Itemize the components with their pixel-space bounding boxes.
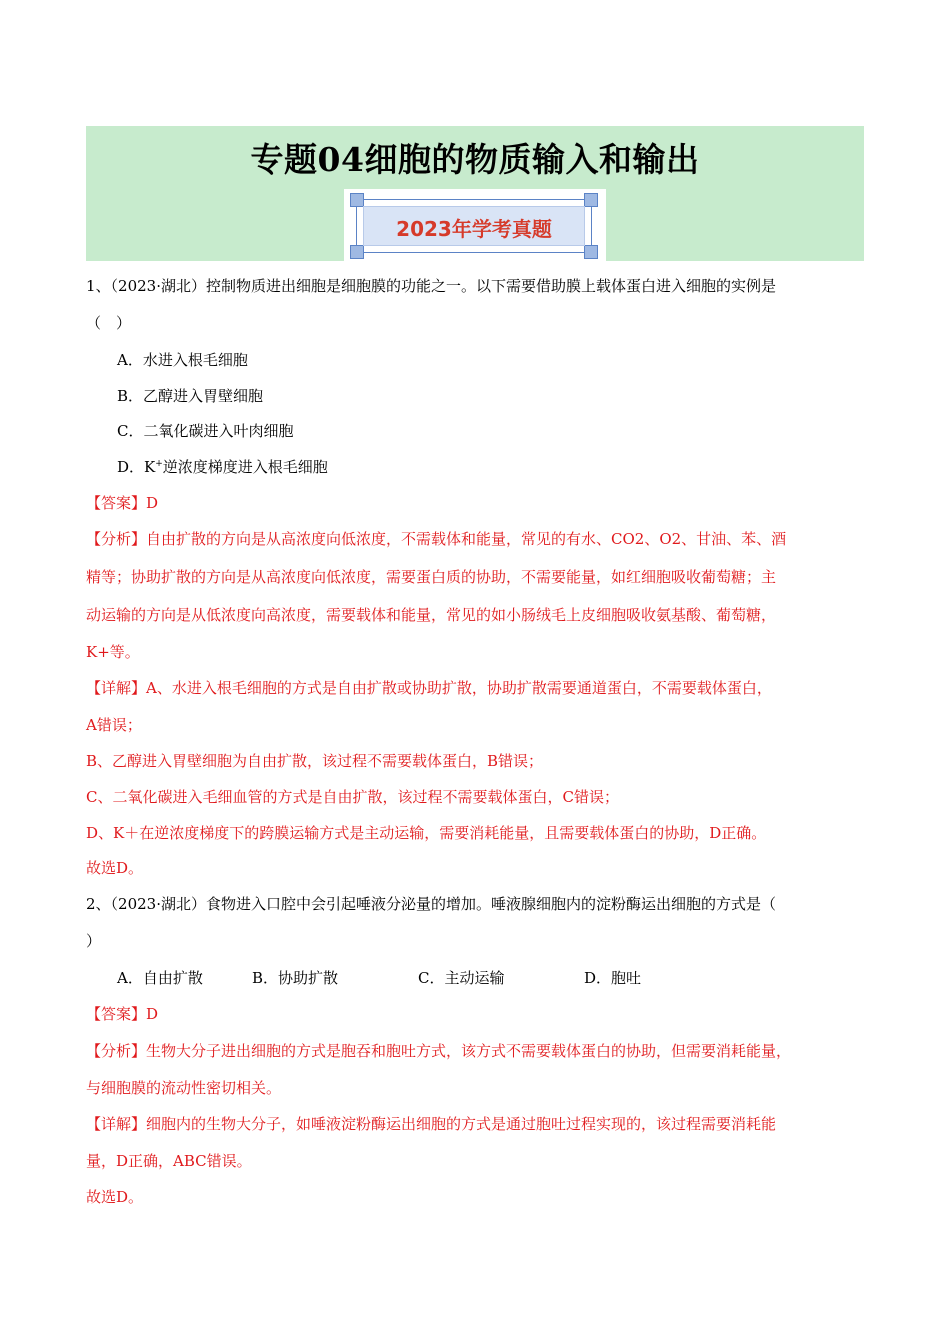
q2-option-b: B．协助扩散 [252,969,339,987]
section-badge [344,189,606,261]
q2-option-d: D．胞吐 [584,969,642,987]
q2-detail-line1: 【详解】细胞内的生物大分子，如唾液淀粉酶运出细胞的方式是通过胞吐过程实现的，该过程需要消耗能 [86,1115,777,1133]
badge-label: 2023年学考真题 [396,217,552,241]
q1-detail-line3: B、乙醇进入胃壁细胞为自由扩散，该过程不需要载体蛋白，B错误； [86,752,544,770]
q2-analysis-line1: 【分析】生物大分子进出细胞的方式是胞吞和胞吐方式，该方式不需要载体蛋白的协助，但需要消耗能量， [86,1042,792,1060]
corner-ornament-icon [584,245,598,259]
corner-ornament-icon [350,193,364,207]
q2-option-c: C．主动运输 [418,969,505,987]
q1-analysis-line2: 精等；协助扩散的方向是从高浓度向低浓度，需要蛋白质的协助，不需要能量，如红细胞吸收葡萄糖；主 [86,568,777,586]
corner-ornament-icon [350,245,364,259]
badge-inner [363,206,585,246]
q1-stem-line1: 1、（2023·湖北）控制物质进出细胞是细胞膜的功能之一。以下需要借助膜上载体蛋白进入细胞的实例是 [86,277,776,295]
q1-detail-line1: 【详解】A、水进入根毛细胞的方式是自由扩散或协助扩散，协助扩散需要通道蛋白，不需要载体蛋白， [86,679,772,697]
q1-answer: 【答案】D [86,494,159,512]
q1-analysis-line1: 【分析】自由扩散的方向是从高浓度向低浓度，不需载体和能量，常见的有水、CO2、O2、甘油、苯、酒 [86,530,787,548]
q1-analysis-line3: 动运输的方向是从低浓度向高浓度，需要载体和能量，常见的如小肠绒毛上皮细胞吸收氨基酸、葡萄糖， [86,606,777,624]
q1-option-c: C．二氧化碳进入叶肉细胞 [117,422,294,440]
q1-option-d-prefix: D．K [117,458,156,476]
q2-answer: 【答案】D [86,1005,159,1023]
q2-stem-line1: 2、（2023·湖北）食物进入口腔中会引起唾液分泌量的增加。唾液腺细胞内的淀粉酶运出细胞的方式是（ [86,895,776,913]
title-banner [86,126,864,261]
q1-analysis-line4: K+等。 [86,643,140,661]
q1-conclusion: 故选D。 [86,859,144,877]
q1-detail-line4: C、二氧化碳进入毛细血管的方式是自由扩散，该过程不需要载体蛋白，C错误； [86,788,619,806]
q1-option-d [117,457,907,477]
corner-ornament-icon [584,193,598,207]
badge-frame [356,199,592,253]
q2-stem-line2: ） [86,932,102,950]
q1-option-b: B．乙醇进入胃壁细胞 [117,387,264,405]
q2-analysis-line2: 与细胞膜的流动性密切相关。 [86,1079,282,1097]
q1-option-a: A．水进入根毛细胞 [117,351,248,369]
page-title: 专题04细胞的物质输入和输出 [250,140,700,179]
q2-option-a: A．自由扩散 [117,969,203,987]
q1-detail-line5: D、K＋在逆浓度梯度下的跨膜运输方式是主动运输，需要消耗能量，且需要载体蛋白的协助，D正确。 [86,824,767,842]
q1-detail-line2: A错误； [86,716,142,734]
q1-stem-line2: （ ） [86,314,132,332]
q1-option-d-superscript: + [155,459,163,469]
q1-option-d-suffix: 逆浓度梯度进入根毛细胞 [162,458,328,476]
q2-conclusion: 故选D。 [86,1188,144,1206]
q2-detail-line2: 量，D正确，ABC错误。 [86,1152,252,1170]
